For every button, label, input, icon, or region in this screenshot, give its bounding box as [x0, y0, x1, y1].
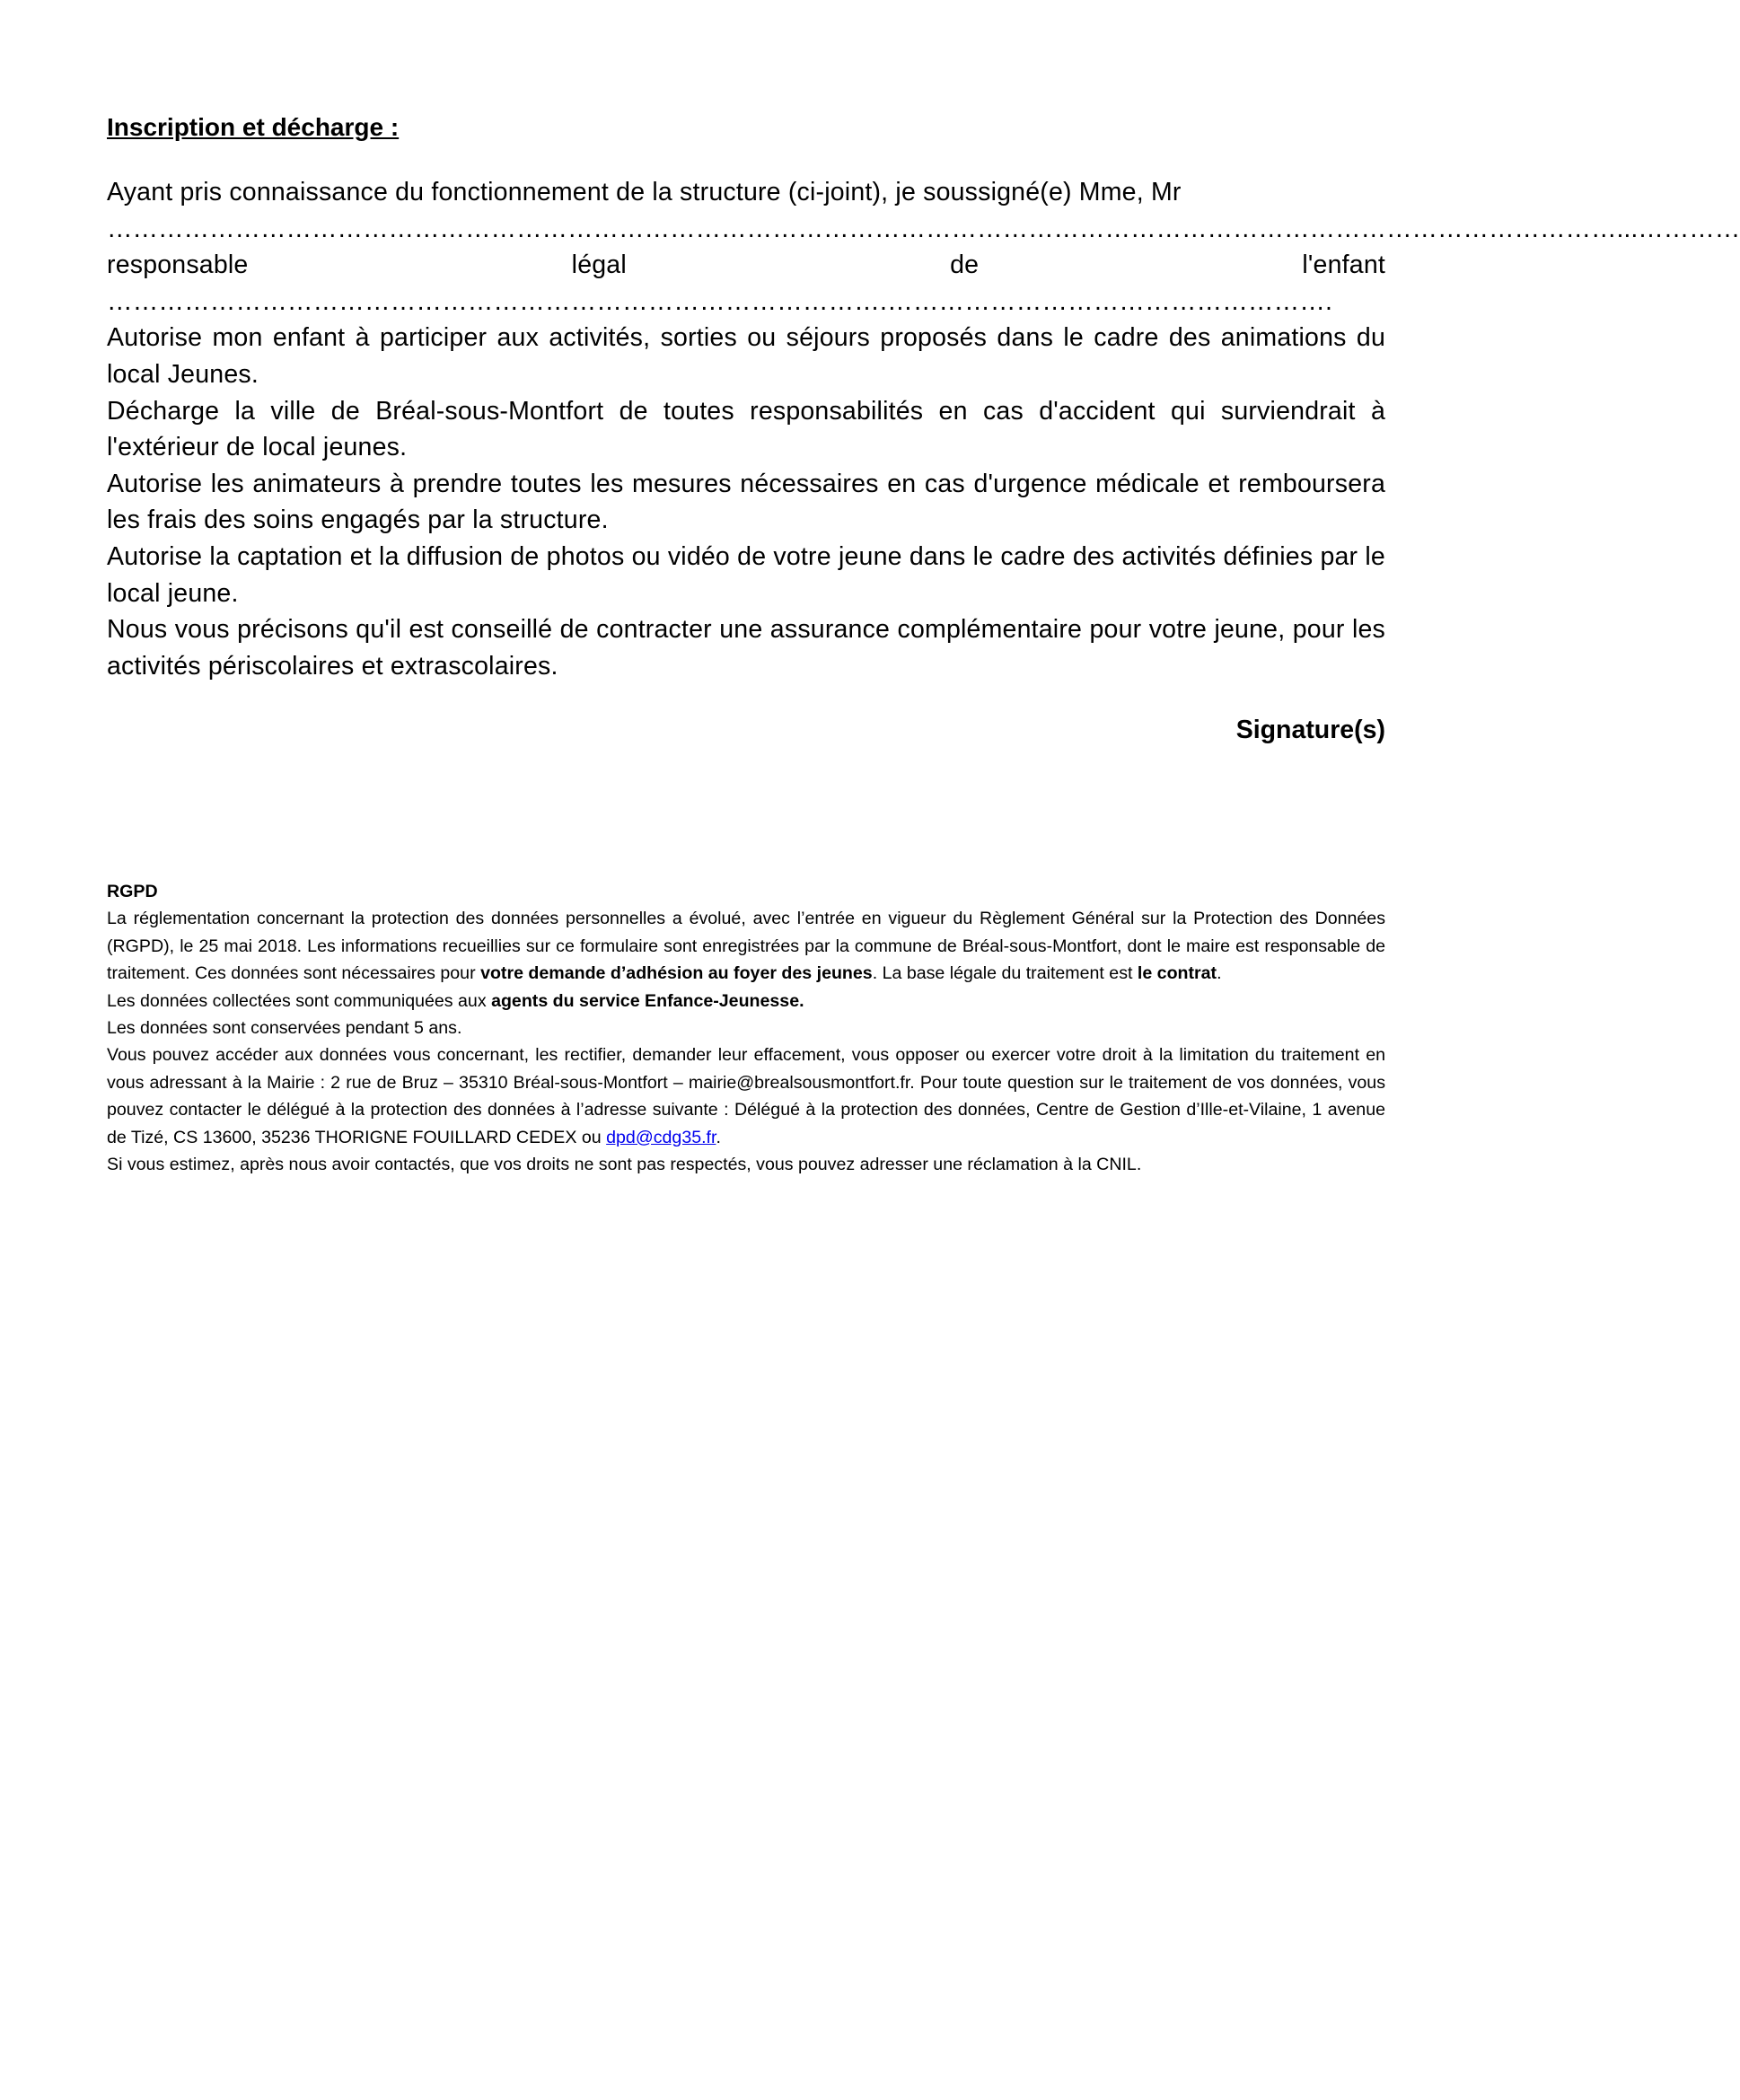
authorization-paragraph: Autorise les animateurs à prendre toutes les mesures nécessaires en cas d'urgence médicale et remboursera les frais des soins engagés par la structure.: [107, 469, 1385, 535]
intro-line: Ayant pris connaissance du fonctionnement de la structure (ci-joint), je soussigné(e) Mme, Mr: [107, 178, 1182, 206]
parent-name-field: ……………………………………………………………………………………………………………………………………………………………...…………: [107, 214, 1740, 243]
rgpd-text: Vous pouvez accéder aux données vous concernant, les rectifier, demander leur effacement, vous opposer ou exercer votre droit à la limitation du traitement en vous adressant à la Mairie : 2 rue de Bruz – 35310 Bréal-sous-Montfort – mairie@brealsousmontfort.fr. Pour toute question sur le traitement de vos données, vous pouvez contacter le délégué à la protection des données à l’adresse suivante : Délégué à la protection des données, Centre de Gestion d’Ille-et-Vilaine, 1 avenue de Tizé, CS 13600, 35236 THORIGNE FOUILLARD CEDEX ou: [107, 1045, 1385, 1147]
rgpd-text: . La base légale du traitement est: [872, 963, 1138, 984]
rgpd-text: .: [716, 1127, 721, 1147]
rgpd-section: [107, 878, 1385, 1178]
rgpd-paragraph: Les données sont conservées pendant 5 ans.: [107, 1018, 462, 1039]
authorization-paragraph: Décharge la ville de Bréal-sous-Montfort de toutes responsabilités en cas d'accident qui surviendrait à l'extérieur de local jeunes.: [107, 396, 1385, 462]
section-heading: Inscription et décharge :: [107, 113, 400, 141]
rgpd-bold-text: votre demande d’adhésion au foyer des jeunes: [480, 963, 873, 984]
signature-label: Signature(s): [1235, 716, 1385, 745]
dpd-email-link[interactable]: dpd@cdg35.fr: [606, 1127, 716, 1147]
form-page: [107, 106, 1740, 748]
authorization-paragraph: Autorise la captation et la diffusion de photos ou vidéo de votre jeune dans le cadre des activités définies par le local jeune.: [107, 541, 1385, 608]
rgpd-text: La réglementation concernant la protection des données personnelles a évolué, avec l’entrée en vigueur du Règlement Général sur la Protection des Données (RGPD), le 25 mai 2018. Les informations recueillies sur ce formulaire sont enregistrées par la commune de Bréal-sous-Montfort, dont le maire est responsable de traitement. Ces données sont nécessaires pour: [107, 909, 1385, 984]
rgpd-paragraph: Si vous estimez, après nous avoir contactés, que vos droits ne sont pas respectés, vous pouvez adresser une réclamation à la CNIL.: [107, 1155, 1142, 1175]
authorization-text: [107, 174, 1740, 684]
rgpd-text: Les données collectées sont communiquées aux: [107, 990, 492, 1011]
rgpd-title: RGPD: [107, 882, 158, 901]
authorization-paragraph: Autorise mon enfant à participer aux activités, sorties ou séjours proposés dans le cadre des animations du local Jeunes.: [107, 323, 1385, 389]
rgpd-bold-text: le contrat: [1137, 963, 1217, 984]
child-name-line: responsable légal de l'enfant ……………………………………………………………………………….…………………………………………….: [107, 250, 1385, 316]
rgpd-paragraph: [107, 1041, 1385, 1151]
authorization-paragraph: Nous vous précisons qu'il est conseillé de contracter une assurance complémentaire pour votre jeune, pour les activités périscolaires et extrascolaires.: [107, 615, 1385, 681]
rgpd-bold-text: agents du service Enfance-Jeunesse.: [491, 990, 804, 1011]
rgpd-text: .: [1217, 963, 1222, 984]
rgpd-paragraph: [107, 905, 1385, 987]
rgpd-paragraph: [107, 988, 1385, 1015]
